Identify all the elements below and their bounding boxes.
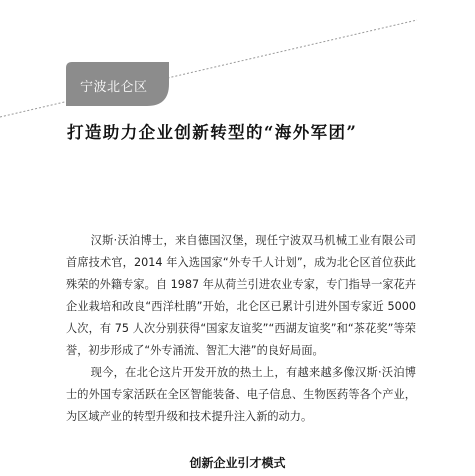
section-heading: 创新企业引才模式 — [189, 456, 286, 470]
article-title: 打造助力企业创新转型的“海外军团” — [67, 123, 358, 142]
region-tag — [66, 62, 169, 106]
body-paragraph: 汉斯·沃泊博士，来自德国汉堡，现任宁波双马机械工业有限公司首席技术官，2014 年入选国家“外专千人计划”，成为北仑区首位获此殊荣的外籍专家。自 1987 年从荷兰引进农业专家，专门指导一家花卉企业栽培和改良“西洋杜鹃”开始，北仑区已累计引进外国专家近 5000 人次，有 75 人次分别获得“国家友谊奖”“西湖友谊奖”和“茶花奖”等荣誉，初步形成了“外专涌流、智汇大港”的良好局面。 — [66, 234, 416, 357]
region-tag-label: 宁波北仑区 — [80, 80, 148, 95]
body-paragraph: 现今，在北仑这片开发开放的热土上，有越来越多像汉斯·沃泊博士的外国专家活跃在全区智能装备、电子信息、生物医药等各个产业，为区域产业的转型升级和技术提升注入新的动力。 — [66, 366, 416, 423]
article-body — [66, 230, 416, 428]
